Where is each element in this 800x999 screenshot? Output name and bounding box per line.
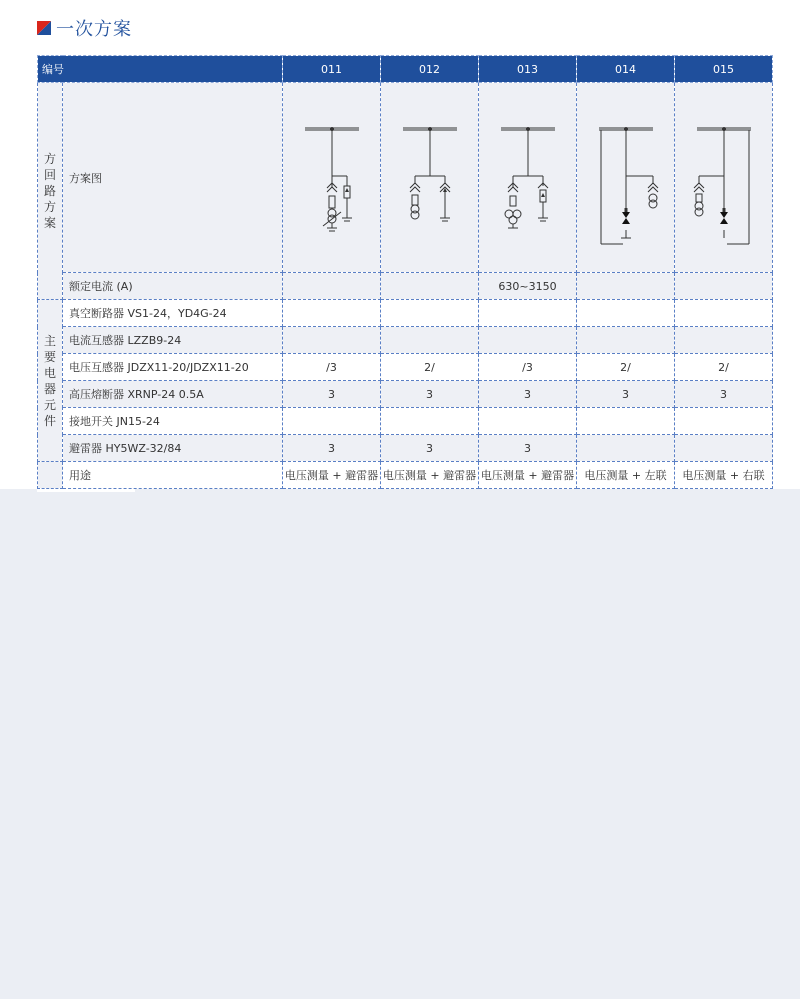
- table-cell: [479, 327, 577, 354]
- table-cell: 3: [479, 435, 577, 462]
- diagram-group-label: 方回路方案: [38, 83, 63, 300]
- table-cell: /3: [283, 354, 381, 381]
- table-cell: [283, 300, 381, 327]
- component-label: 真空断路器 VS1-24，YD4G-24: [63, 300, 283, 327]
- usage-label: 用途: [63, 462, 283, 489]
- table-cell: [577, 273, 675, 300]
- table-cell: 3: [381, 435, 479, 462]
- component-label: 高压熔断器 XRNP-24 0.5A: [63, 381, 283, 408]
- table-cell: 电压测量 + 避雷器: [381, 462, 479, 489]
- header-code: 011: [283, 56, 381, 83]
- scheme-diagram-icon: [287, 88, 377, 268]
- scheme-table: [37, 55, 773, 489]
- table-cell: 3: [577, 381, 675, 408]
- table-cell: [577, 435, 675, 462]
- component-row: [38, 300, 773, 327]
- component-label: 避雷器 HY5WZ-32/84: [63, 435, 283, 462]
- table-cell: [675, 408, 773, 435]
- component-row: [38, 435, 773, 462]
- scheme-diagram-013: [479, 83, 577, 273]
- scheme-diagram-012: [381, 83, 479, 273]
- table-cell: 电压测量 + 避雷器: [479, 462, 577, 489]
- scheme-diagram-icon: [581, 88, 671, 268]
- section-title: [37, 14, 132, 42]
- diagram-label: 方案图: [63, 83, 283, 273]
- component-row: [38, 408, 773, 435]
- blank-lower-area: [0, 489, 800, 999]
- table-header-row: [38, 56, 773, 83]
- table-cell: 3: [283, 381, 381, 408]
- table-cell: [479, 408, 577, 435]
- table-cell: 电压测量 + 避雷器: [283, 462, 381, 489]
- table-cell: 电压测量 + 左联: [577, 462, 675, 489]
- component-group-label: 主要电器元件: [38, 300, 63, 462]
- table-cell: [577, 408, 675, 435]
- table-cell: [675, 435, 773, 462]
- usage-row: [38, 462, 773, 489]
- table-cell: [577, 300, 675, 327]
- table-cell: [283, 327, 381, 354]
- table-cell: [381, 408, 479, 435]
- table-cell: /3: [479, 354, 577, 381]
- scheme-diagram-015: [675, 83, 773, 273]
- component-label: 电压互感器 JDZX11-20/JDZX11-20: [63, 354, 283, 381]
- scheme-diagram-014: [577, 83, 675, 273]
- table-cell: 2/: [675, 354, 773, 381]
- component-label: 电流互感器 LZZB9-24: [63, 327, 283, 354]
- rated-current-label: 额定电流 (A): [63, 273, 283, 300]
- table-cell: [675, 300, 773, 327]
- header-code: 012: [381, 56, 479, 83]
- table-cell: [479, 300, 577, 327]
- rated-current-row: [38, 273, 773, 300]
- table-cell: 3: [283, 435, 381, 462]
- table-cell: [381, 300, 479, 327]
- table-cell: 电压测量 + 右联: [675, 462, 773, 489]
- table-cell: 3: [675, 381, 773, 408]
- component-label: 接地开关 JN15-24: [63, 408, 283, 435]
- section-logo-icon: [37, 21, 51, 35]
- header-code: 014: [577, 56, 675, 83]
- usage-group-cell: [38, 462, 63, 489]
- table-cell: 3: [479, 381, 577, 408]
- table-cell: 2/: [577, 354, 675, 381]
- diagram-row: [38, 83, 773, 273]
- table-cell: [577, 327, 675, 354]
- table-cell: [675, 327, 773, 354]
- table-cell: [675, 273, 773, 300]
- component-row: [38, 381, 773, 408]
- table-cell: 3: [381, 381, 479, 408]
- table-cell: [283, 408, 381, 435]
- table-cell: [283, 273, 381, 300]
- component-row: [38, 354, 773, 381]
- header-code: 013: [479, 56, 577, 83]
- scheme-diagram-icon: [679, 88, 769, 268]
- scheme-diagram-icon: [483, 88, 573, 268]
- header-code: 015: [675, 56, 773, 83]
- divider: [37, 489, 135, 492]
- scheme-diagram-icon: [385, 88, 475, 268]
- page-title: 一次方案: [56, 19, 132, 40]
- table-cell: [381, 327, 479, 354]
- table-cell: [381, 273, 479, 300]
- table-cell: 630~3150: [479, 273, 577, 300]
- table-cell: 2/: [381, 354, 479, 381]
- header-label: 编号: [38, 56, 283, 83]
- component-row: [38, 327, 773, 354]
- scheme-diagram-011: [283, 83, 381, 273]
